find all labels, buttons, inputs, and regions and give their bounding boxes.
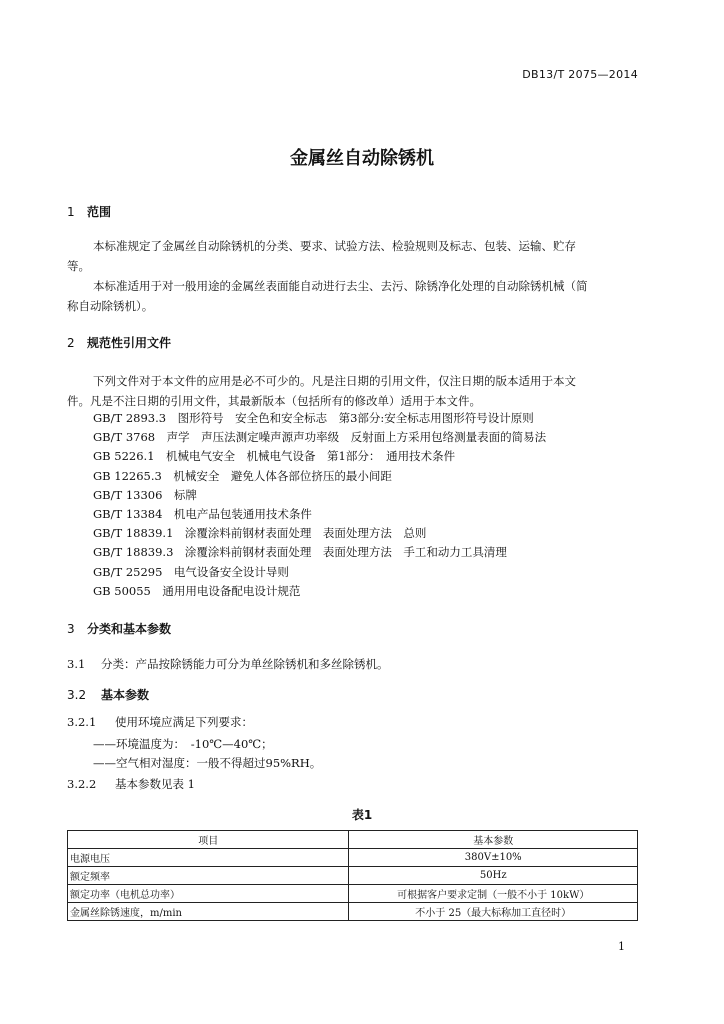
table-cell: 电源电压	[68, 849, 349, 867]
section-title: 分类和基本参数	[87, 622, 172, 636]
list-item: ——环境温度为： -10℃—40℃；	[93, 737, 273, 751]
table-row	[68, 867, 638, 885]
clause-3-2	[67, 686, 149, 703]
table-header-cell: 项目	[68, 831, 349, 849]
paragraph-line: 本标准适用于对一般用途的金属丝表面能自动进行去尘、去污、除锈净化处理的自动除锈机械（简	[93, 279, 588, 293]
page-number: 1	[618, 940, 625, 953]
section-number: 2	[67, 336, 75, 350]
paragraph-line: 件。凡是不注日期的引用文件，其最新版本（包括所有的修改单）适用于本文件。	[67, 394, 481, 408]
reference-item: GB 50055 通用用电设备配电设计规范	[93, 583, 301, 598]
paragraph-line: 下列文件对于本文件的应用是必不可少的。凡是注日期的引用文件，仅注日期的版本适用于本文	[93, 374, 576, 388]
parameters-table	[67, 830, 638, 921]
reference-item: GB 5226.1 机械电气安全 机械电气设备 第1部分： 通用技术条件	[93, 449, 456, 464]
reference-item: GB/T 13384 机电产品包装通用技术条件	[93, 506, 312, 521]
document-code: DB13/T 2075—2014	[522, 68, 638, 81]
environment-list	[93, 735, 321, 773]
section-number: 1	[67, 205, 75, 219]
table-cell: 不小于 25（最大标称加工直径时）	[349, 903, 638, 921]
table-cell: 可根据客户要求定制（一般不小于 10kW）	[349, 885, 638, 903]
normative-intro	[67, 371, 659, 411]
clause-text: 分类：产品按除锈能力可分为单丝除锈机和多丝除锈机。	[101, 657, 389, 671]
section-title: 规范性引用文件	[87, 336, 172, 350]
reference-item: GB/T 18839.3 涂覆涂料前钢材表面处理 表面处理方法 手工和动力工具清理	[93, 545, 507, 560]
reference-item: GB/T 2893.3 图形符号 安全色和安全标志 第3部分:安全标志用图形符号设计原则	[93, 411, 534, 425]
section-number: 3	[67, 622, 75, 636]
table-row	[68, 885, 638, 903]
clause-number: 3.2.2	[67, 777, 97, 791]
section-3-heading	[67, 620, 171, 637]
paragraph-line: 等。	[67, 259, 90, 273]
reference-item: GB/T 13306 标牌	[93, 487, 197, 502]
table-title: 表1	[351, 808, 373, 822]
reference-item: GB 12265.3 机械安全 避免人体各部位挤压的最小间距	[93, 468, 392, 483]
table-cell: 额定功率（电机总功率）	[68, 885, 349, 903]
table-row	[68, 849, 638, 867]
reference-item: GB/T 18839.1 涂覆涂料前钢材表面处理 表面处理方法 总则	[93, 526, 427, 541]
table-row	[68, 903, 638, 921]
table-cell: 380V±10%	[349, 849, 638, 867]
section-title: 范围	[87, 205, 112, 219]
reference-item: GB/T 25295 电气设备安全设计导则	[93, 564, 289, 579]
table-cell: 额定频率	[68, 867, 349, 885]
document-title: 金属丝自动除锈机	[290, 148, 434, 169]
reference-list	[93, 409, 653, 601]
clause-title: 基本参数	[101, 688, 150, 702]
table-header-row	[68, 831, 638, 849]
paragraph-line: 本标准规定了金属丝自动除锈机的分类、要求、试验方法、检验规则及标志、包装、运输、贮存	[93, 239, 576, 253]
list-item: ——空气相对湿度：一般不得超过95%RH。	[93, 756, 322, 770]
scope-paragraph	[67, 236, 659, 316]
table-cell: 金属丝除锈速度，m/min	[68, 903, 349, 921]
clause-number: 3.2.1	[67, 715, 97, 729]
clause-number: 3.1	[67, 657, 86, 671]
section-2-heading	[67, 334, 171, 351]
reference-item: GB/T 3768 声学 声压法测定噪声源声功率级 反射面上方采用包络测量表面的简易法	[93, 430, 547, 445]
clause-text: 使用环境应满足下列要求：	[115, 715, 253, 729]
clause-3-2-1	[67, 712, 253, 732]
clause-3-2-2	[67, 774, 195, 794]
table-header-cell: 基本参数	[349, 831, 638, 849]
paragraph-line: 称自动除锈机）。	[67, 299, 154, 313]
section-1-heading	[67, 203, 111, 220]
clause-text: 基本参数见表 1	[115, 777, 195, 791]
clause-3-1	[67, 654, 389, 674]
clause-number: 3.2	[67, 688, 87, 702]
table-cell: 50Hz	[349, 867, 638, 885]
